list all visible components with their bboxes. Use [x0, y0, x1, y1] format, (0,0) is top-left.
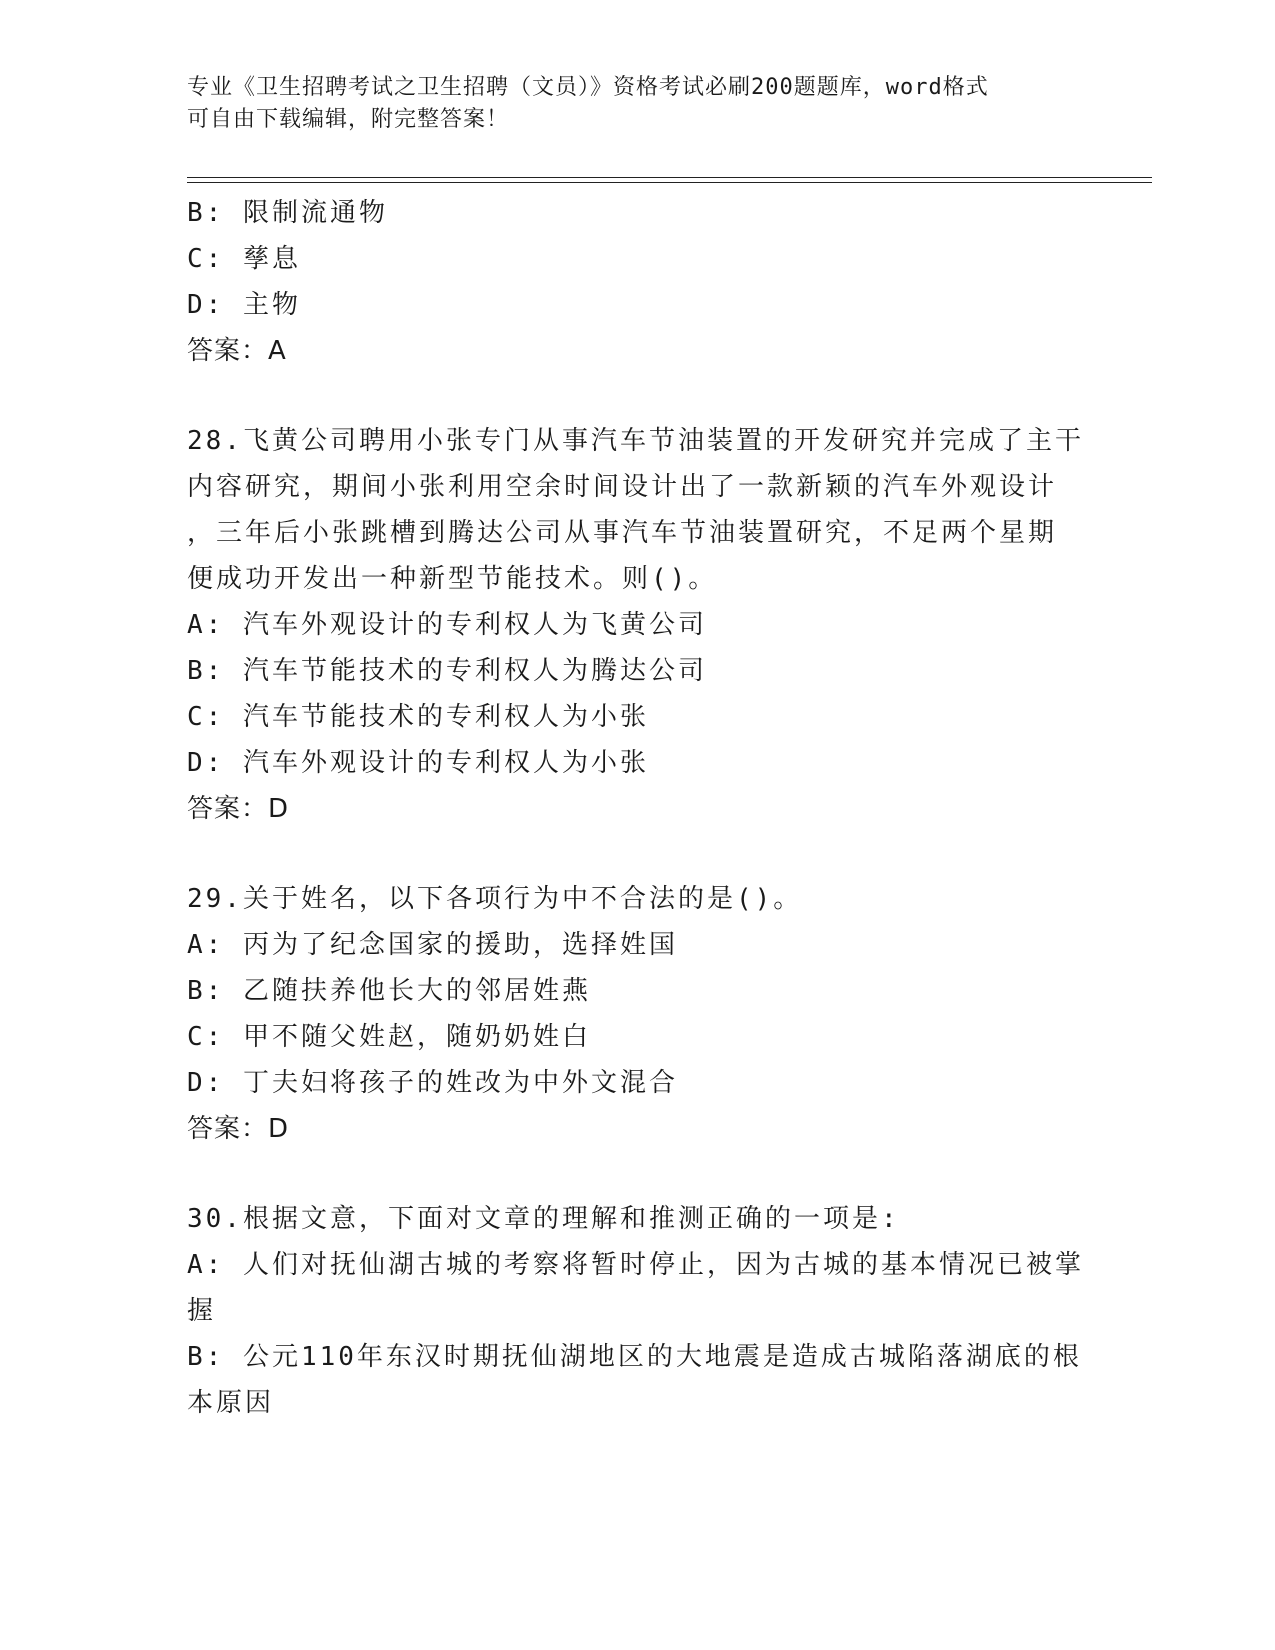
option-c: C: 甲不随父姓赵，随奶奶姓白 [187, 1022, 591, 1052]
option-b-continued: 本原因 [187, 1388, 275, 1418]
option-a: A: 汽车外观设计的专利权人为飞黄公司 [187, 610, 707, 640]
question-stem: 30.根据文意，下面对文章的理解和推测正确的一项是: [187, 1204, 900, 1234]
question-stem-line: 内容研究，期间小张利用空余时间设计出了一款新颖的汽车外观设计 [187, 472, 1058, 502]
option-a-continued: 握 [187, 1296, 217, 1326]
option-b: B: 限制流通物 [187, 198, 388, 228]
question-stem-line: ，三年后小张跳槽到腾达公司从事汽车节油装置研究，不足两个星期 [187, 518, 1058, 548]
question-30 [187, 1196, 1087, 1426]
header-line-1: 专业《卫生招聘考试之卫生招聘（文员）》资格考试必刷200题题库，word格式 [187, 75, 989, 100]
option-c: C: 汽车节能技术的专利权人为小张 [187, 702, 649, 732]
question-28 [187, 418, 1087, 832]
option-d: D: 主物 [187, 290, 301, 320]
option-b: B: 汽车节能技术的专利权人为腾达公司 [187, 656, 707, 686]
answer: 答案：A [187, 336, 287, 366]
question-stem: 29.关于姓名，以下各项行为中不合法的是()。 [187, 884, 803, 914]
option-d: D: 丁夫妇将孩子的姓改为中外文混合 [187, 1068, 678, 1098]
answer: 答案：D [187, 794, 290, 824]
question-list [187, 190, 1087, 1426]
spacer [187, 832, 1087, 876]
question-29 [187, 876, 1087, 1152]
option-a: A: 丙为了纪念国家的援助，选择姓国 [187, 930, 678, 960]
option-c: C: 孳息 [187, 244, 301, 274]
option-d: D: 汽车外观设计的专利权人为小张 [187, 748, 649, 778]
question-27-tail [187, 190, 1087, 374]
option-b: B: 乙随扶养他长大的邻居姓燕 [187, 976, 591, 1006]
question-stem-line: 便成功开发出一种新型节能技术。则()。 [187, 564, 718, 594]
header-divider-bottom [187, 182, 1152, 183]
option-b: B: 公元110年东汉时期抚仙湖地区的大地震是造成古城陷落湖底的根 [187, 1342, 1082, 1372]
answer: 答案：D [187, 1114, 290, 1144]
header-line-2: 可自由下载编辑，附完整答案！ [187, 107, 510, 132]
header-divider-top [187, 177, 1152, 178]
question-stem-line: 28.飞黄公司聘用小张专门从事汽车节油装置的开发研究并完成了主干 [187, 426, 1084, 456]
document-header [187, 72, 1087, 136]
spacer [187, 1152, 1087, 1196]
option-a: A: 人们对抚仙湖古城的考察将暂时停止，因为古城的基本情况已被掌 [187, 1250, 1084, 1280]
spacer [187, 374, 1087, 418]
